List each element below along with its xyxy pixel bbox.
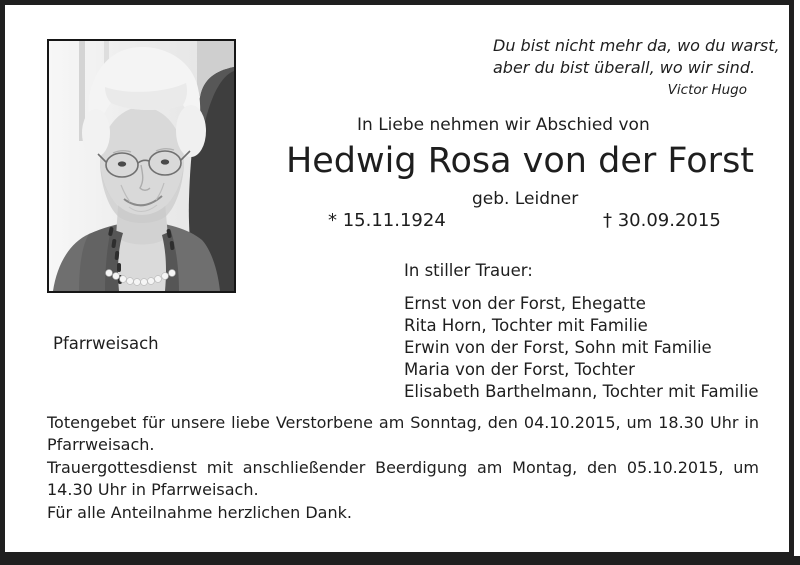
quote-line-1: Du bist nicht mehr da, wo du warst, [493,36,780,55]
notice-trauergottesdienst [47,457,759,501]
mourner-entry: Ernst von der Forst, Ehegatte [404,294,646,313]
mourner-entry: Maria von der Forst, Tochter [404,360,635,379]
portrait-photo [47,39,236,293]
notice-dank [47,502,759,524]
notice-line: Pfarrweisach. [47,435,155,454]
notice-line: Für alle Anteilnahme herzlichen Dank. [47,503,352,522]
mourners-list [404,293,759,403]
deceased-name: Hedwig Rosa von der Forst [285,141,755,181]
notice-line: 14.30 Uhr in Pfarrweisach. [47,480,259,499]
farewell-intro: In Liebe nehmen wir Abschied von [357,115,650,135]
notice-line: Trauergottesdienst mit anschließender Beerdigung am Montag, den 05.10.2015, um [47,458,759,477]
birth-date: * 15.11.1924 [328,210,446,231]
death-date: † 30.09.2015 [603,210,721,231]
notice-line: Totengebet für unsere liebe Verstorbene am Sonntag, den 04.10.2015, um 18.30 Uhr in [47,413,759,432]
portrait-photo-drawing [49,41,234,291]
notice-totengebet [47,412,759,456]
quote-line-2: aber du bist überall, wo wir sind. [493,58,756,77]
place-name: Pfarrweisach [53,334,159,353]
mourner-entry: Rita Horn, Tochter mit Familie [404,316,648,335]
mourner-entry: Elisabeth Barthelmann, Tochter mit Familie [404,382,759,401]
bottom-black-band [0,556,800,565]
mourning-heading: In stiller Trauer: [404,261,533,280]
quote-attribution: Victor Hugo [667,82,747,98]
maiden-name: geb. Leidner [472,189,579,209]
mourner-entry: Erwin von der Forst, Sohn mit Familie [404,338,712,357]
